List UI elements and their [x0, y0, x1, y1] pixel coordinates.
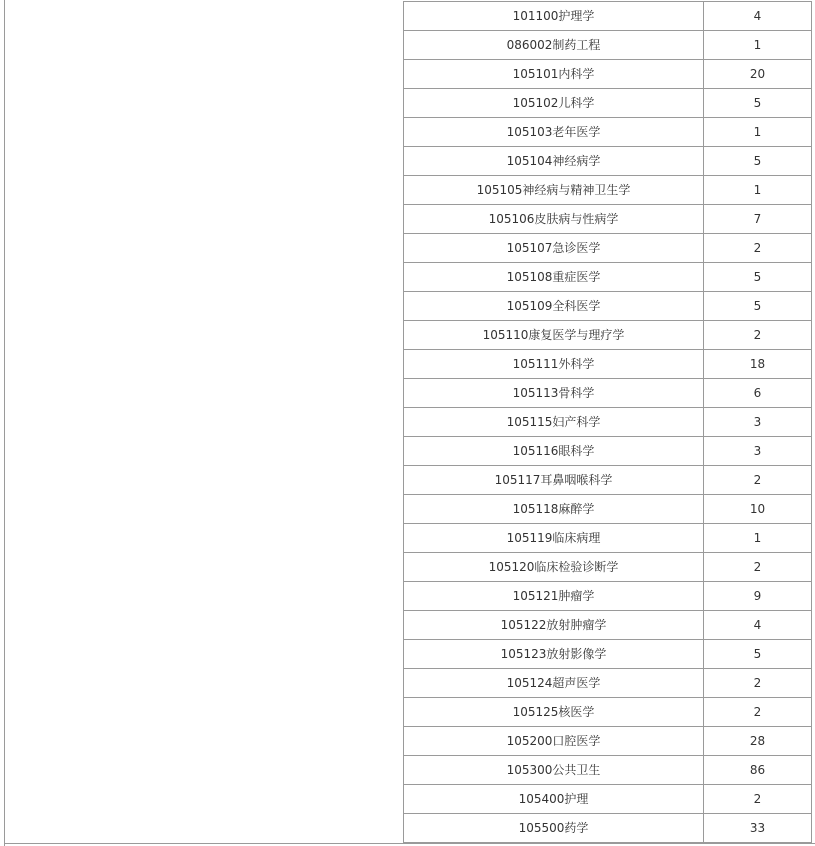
- major-name-cell: 105118麻醉学: [404, 495, 704, 524]
- major-name-cell: 105102儿科学: [404, 89, 704, 118]
- enrollment-count-cell: 86: [704, 756, 812, 785]
- enrollment-count-cell: 2: [704, 785, 812, 814]
- major-name-cell: 105104神经病学: [404, 147, 704, 176]
- table-row: [404, 756, 812, 785]
- enrollment-count-cell: 4: [704, 2, 812, 31]
- major-name-cell: 105101内科学: [404, 60, 704, 89]
- enrollment-count-cell: 5: [704, 292, 812, 321]
- major-name-cell: 105125核医学: [404, 698, 704, 727]
- table-row: [404, 379, 812, 408]
- table-row: [404, 814, 812, 843]
- table-row: [404, 31, 812, 60]
- major-name-cell: 105122放射肿瘤学: [404, 611, 704, 640]
- major-name-cell: 101100护理学: [404, 2, 704, 31]
- major-name-cell: 105115妇产科学: [404, 408, 704, 437]
- enrollment-count-cell: 2: [704, 669, 812, 698]
- enrollment-count-cell: 4: [704, 611, 812, 640]
- enrollment-count-cell: 2: [704, 466, 812, 495]
- enrollment-count-cell: 5: [704, 147, 812, 176]
- table-row: [404, 321, 812, 350]
- table-row: [404, 60, 812, 89]
- major-name-cell: 105400护理: [404, 785, 704, 814]
- enrollment-count-cell: 33: [704, 814, 812, 843]
- table-row: [404, 234, 812, 263]
- table-row: [404, 118, 812, 147]
- table-row: [404, 785, 812, 814]
- table-row: [404, 611, 812, 640]
- table-row: [404, 176, 812, 205]
- outer-table-bottom-border: [4, 843, 815, 844]
- enrollment-count-cell: 5: [704, 640, 812, 669]
- enrollment-count-cell: 28: [704, 727, 812, 756]
- table-row: [404, 2, 812, 31]
- table-body: [404, 2, 812, 843]
- major-name-cell: 105111外科学: [404, 350, 704, 379]
- enrollment-count-cell: 2: [704, 553, 812, 582]
- table-row: [404, 640, 812, 669]
- table-row: [404, 89, 812, 118]
- enrollment-count-cell: 1: [704, 31, 812, 60]
- major-name-cell: 105500药学: [404, 814, 704, 843]
- major-name-cell: 105105神经病与精神卫生学: [404, 176, 704, 205]
- major-name-cell: 105119临床病理: [404, 524, 704, 553]
- enrollment-count-cell: 2: [704, 234, 812, 263]
- table-row: [404, 147, 812, 176]
- enrollment-count-cell: 10: [704, 495, 812, 524]
- major-name-cell: 105124超声医学: [404, 669, 704, 698]
- outer-table-left-border: [4, 0, 5, 846]
- table-row: [404, 350, 812, 379]
- major-name-cell: 105103老年医学: [404, 118, 704, 147]
- major-name-cell: 105117耳鼻咽喉科学: [404, 466, 704, 495]
- table-row: [404, 698, 812, 727]
- enrollment-count-cell: 6: [704, 379, 812, 408]
- table-row: [404, 466, 812, 495]
- enrollment-count-cell: 5: [704, 89, 812, 118]
- table-row: [404, 495, 812, 524]
- enrollment-count-cell: 7: [704, 205, 812, 234]
- table-row: [404, 553, 812, 582]
- enrollment-count-cell: 18: [704, 350, 812, 379]
- table-row: [404, 263, 812, 292]
- enrollment-count-cell: 5: [704, 263, 812, 292]
- enrollment-count-cell: 3: [704, 437, 812, 466]
- table-row: [404, 669, 812, 698]
- table-row: [404, 292, 812, 321]
- major-name-cell: 105123放射影像学: [404, 640, 704, 669]
- major-name-cell: 105113骨科学: [404, 379, 704, 408]
- enrollment-count-cell: 2: [704, 698, 812, 727]
- enrollment-table: [403, 1, 812, 843]
- major-name-cell: 105116眼科学: [404, 437, 704, 466]
- major-name-cell: 086002制药工程: [404, 31, 704, 60]
- enrollment-count-cell: 9: [704, 582, 812, 611]
- enrollment-count-cell: 3: [704, 408, 812, 437]
- table-row: [404, 408, 812, 437]
- table-row: [404, 437, 812, 466]
- major-name-cell: 105110康复医学与理疗学: [404, 321, 704, 350]
- major-name-cell: 105107急诊医学: [404, 234, 704, 263]
- enrollment-count-cell: 20: [704, 60, 812, 89]
- major-name-cell: 105109全科医学: [404, 292, 704, 321]
- table-row: [404, 524, 812, 553]
- major-name-cell: 105121肿瘤学: [404, 582, 704, 611]
- enrollment-count-cell: 1: [704, 176, 812, 205]
- enrollment-count-cell: 1: [704, 118, 812, 147]
- major-name-cell: 105300公共卫生: [404, 756, 704, 785]
- major-name-cell: 105106皮肤病与性病学: [404, 205, 704, 234]
- major-name-cell: 105120临床检验诊断学: [404, 553, 704, 582]
- table-row: [404, 727, 812, 756]
- enrollment-count-cell: 1: [704, 524, 812, 553]
- major-name-cell: 105108重症医学: [404, 263, 704, 292]
- table-row: [404, 205, 812, 234]
- enrollment-count-cell: 2: [704, 321, 812, 350]
- major-name-cell: 105200口腔医学: [404, 727, 704, 756]
- table-row: [404, 582, 812, 611]
